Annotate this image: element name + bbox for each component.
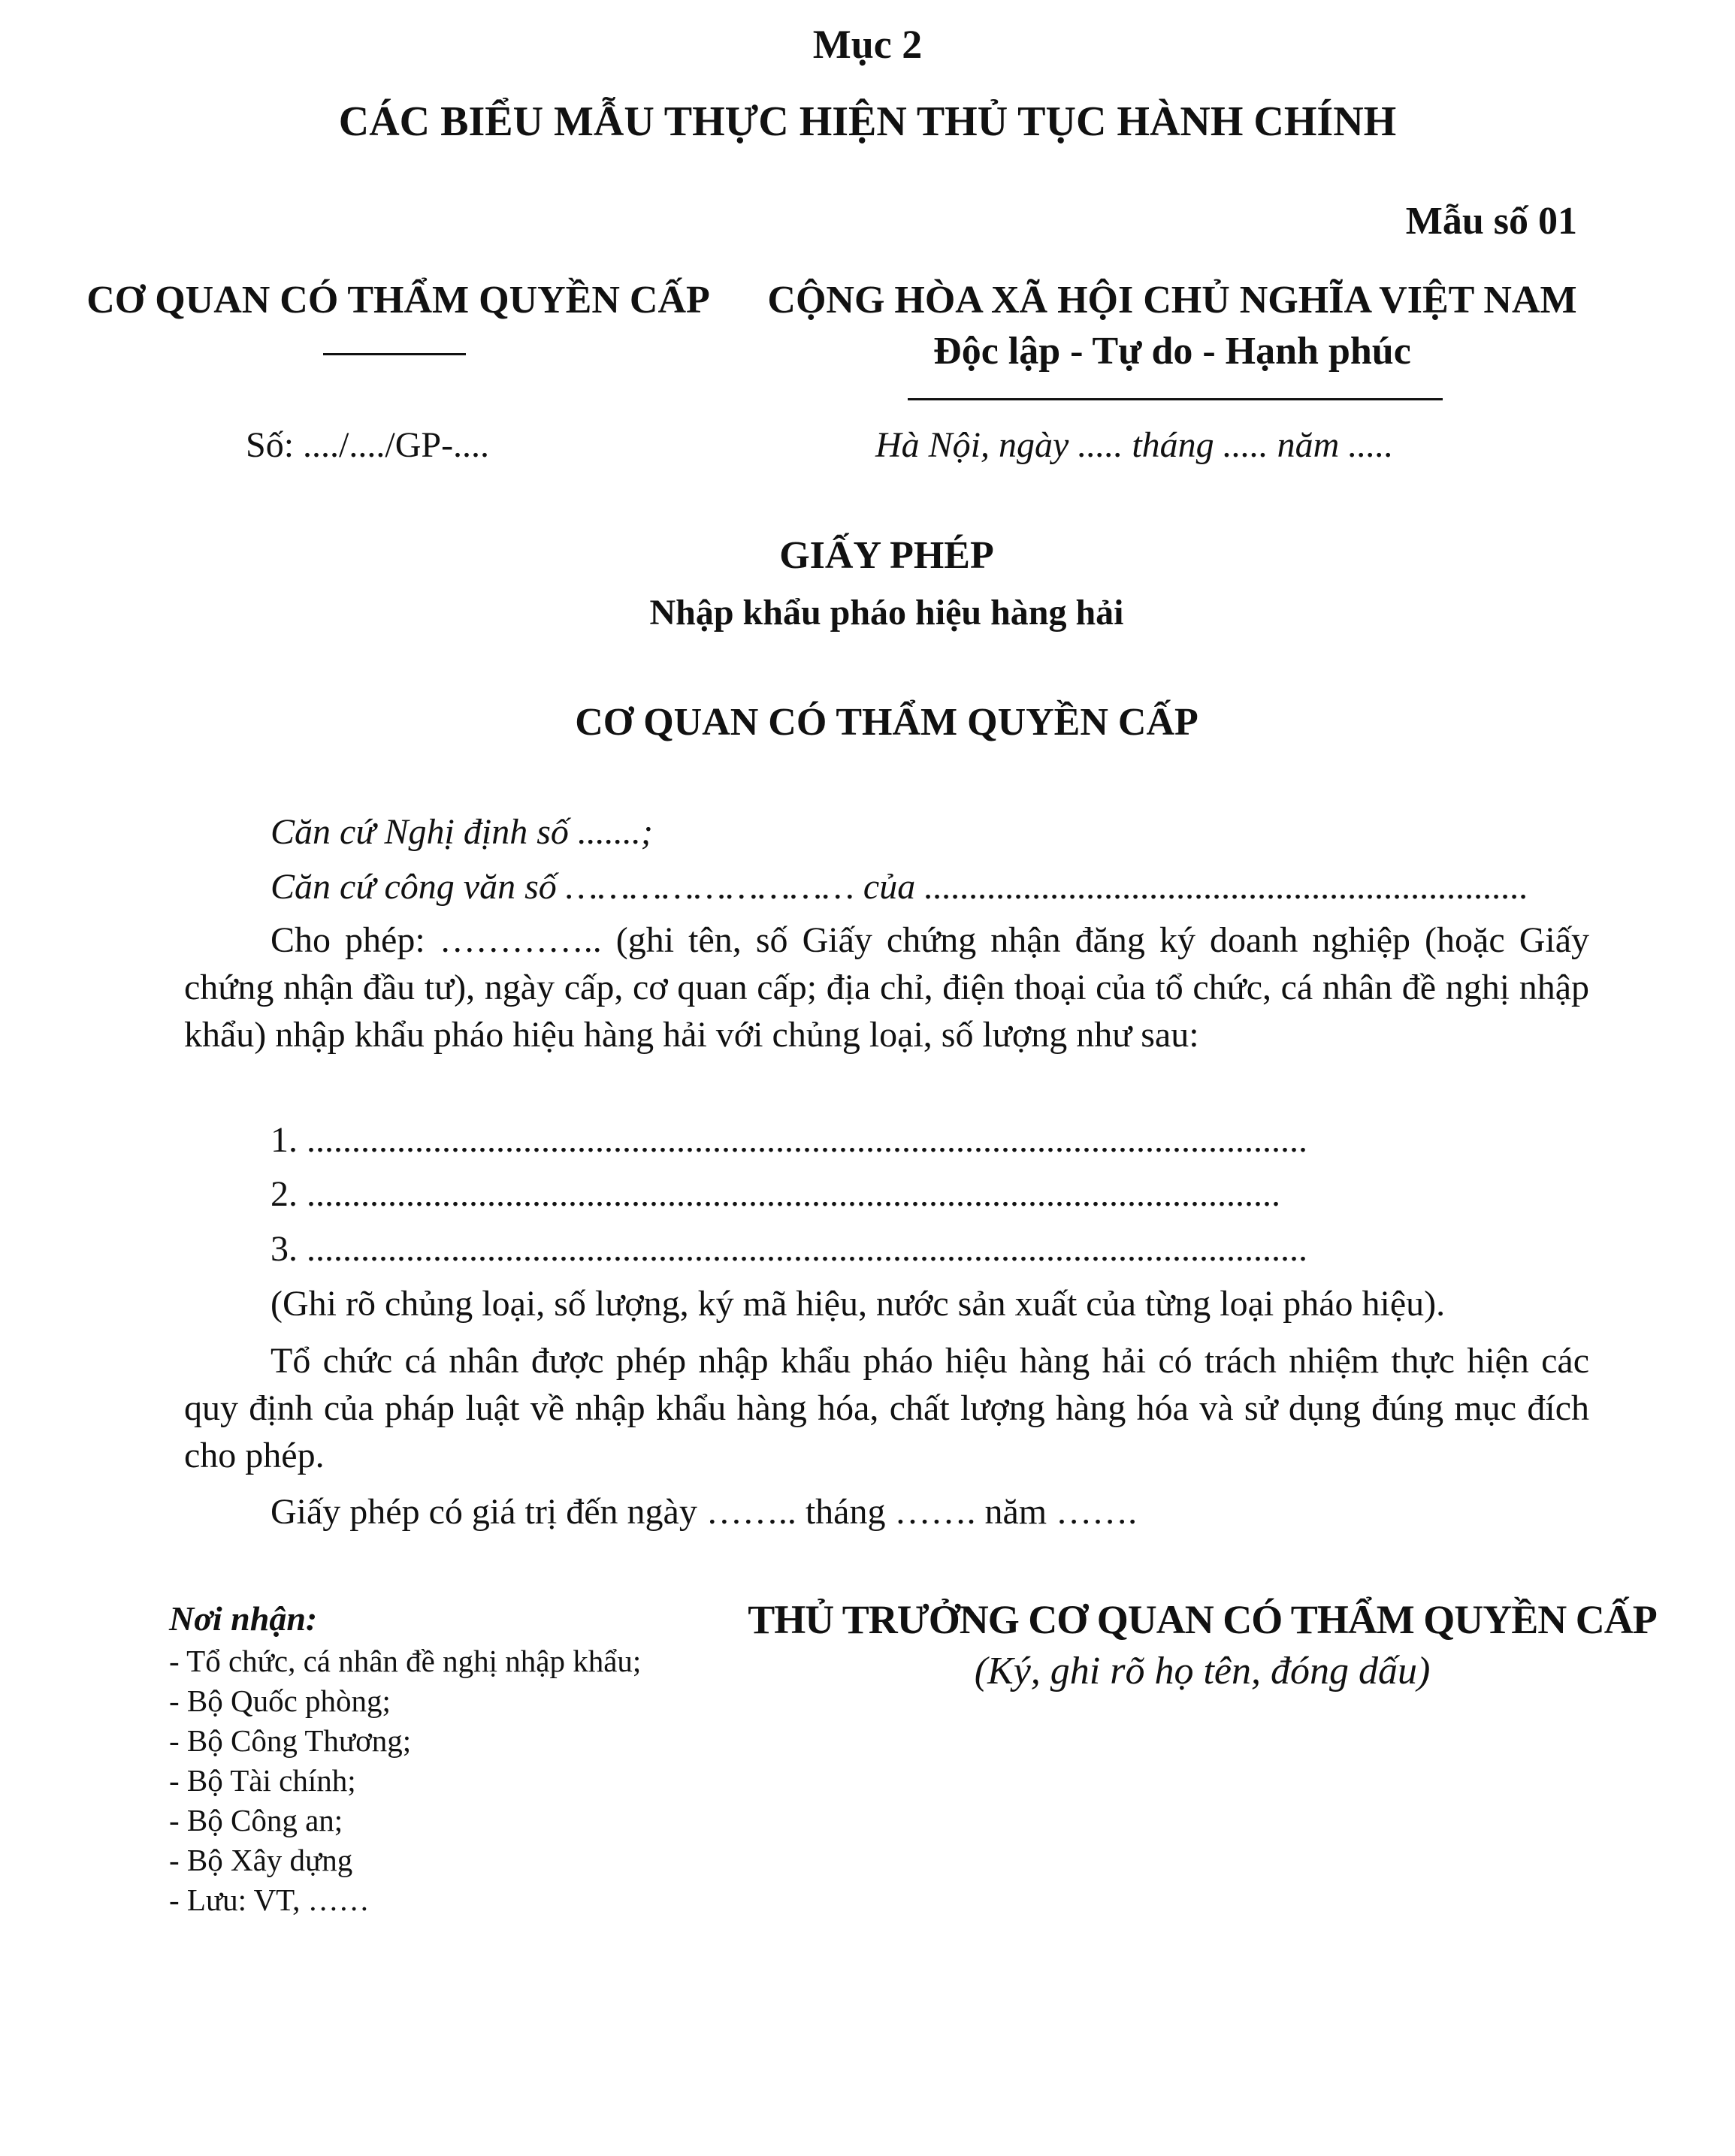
- items-note: (Ghi rõ chủng loại, số lượng, ký mã hiệu, nước sản xuất của từng loại pháo hiệu).: [271, 1284, 1446, 1324]
- responsibility-paragraph: Tổ chức cá nhân được phép nhập khẩu pháo hiệu hàng hải có trách nhiệm thực hiện các quy định của pháp luật về nhập khẩu hàng hóa, chất lượng hàng hóa và sử dụng đúng mục đích cho phép.: [184, 1341, 1589, 1475]
- nation-name: CỘNG HÒA XÃ HỘI CHỦ NGHĨA VIỆT NAM: [767, 279, 1577, 322]
- validity-line: Giấy phép có giá trị đến ngày …….. tháng ……. năm …….: [271, 1492, 1138, 1532]
- recipient-item: - Tổ chức, cá nhân đề nghị nhập khẩu;: [169, 1644, 642, 1678]
- signature-title: THỦ TRƯỞNG CƠ QUAN CÓ THẨM QUYỀN CẤP: [748, 1597, 1657, 1642]
- main-title: CÁC BIỂU MẪU THỰC HIỆN THỦ TỤC HÀNH CHÍNH: [338, 98, 1397, 145]
- basis-letter: Căn cứ công văn số ……………………… của ...................................................................: [271, 867, 1529, 907]
- recipient-item: - Bộ Quốc phòng;: [169, 1683, 391, 1718]
- motto-underline: [908, 398, 1443, 400]
- national-motto: Độc lập - Tự do - Hạnh phúc: [933, 330, 1411, 373]
- agency-name: CƠ QUAN CÓ THẨM QUYỀN CẤP: [86, 279, 710, 322]
- place-date: Hà Nội, ngày ..... tháng ..... năm .....: [875, 425, 1394, 465]
- recipient-item: - Bộ Xây dựng: [169, 1843, 353, 1877]
- signature-note: (Ký, ghi rõ họ tên, đóng dấu): [974, 1650, 1431, 1692]
- item-line-3: 3. ...............................................................................................................: [271, 1229, 1307, 1269]
- recipients-list: [169, 1641, 641, 1920]
- recipients-title: Nơi nhận:: [169, 1599, 318, 1638]
- recipient-item: - Bộ Công an;: [169, 1803, 343, 1837]
- recipient-item: - Bộ Công Thương;: [169, 1723, 412, 1758]
- recipient-item: - Lưu: VT, ……: [169, 1883, 370, 1917]
- basis-decree: Căn cứ Nghị định số .......;: [271, 812, 653, 852]
- document-number: Số: ..../..../GP-....: [246, 425, 490, 465]
- recipient-item: - Bộ Tài chính;: [169, 1763, 356, 1798]
- agency-underline: [323, 353, 466, 355]
- section-heading: Mục 2: [812, 22, 923, 67]
- item-line-1: 1. ...............................................................................................................: [271, 1120, 1307, 1160]
- item-line-2: 2. ............................................................................................................: [271, 1174, 1280, 1214]
- document-title: GIẤY PHÉP: [779, 534, 994, 577]
- issuer-heading: CƠ QUAN CÓ THẨM QUYỀN CẤP: [575, 701, 1198, 744]
- document-subtitle: Nhập khẩu pháo hiệu hàng hải: [649, 593, 1124, 633]
- form-number: Mẫu số 01: [1405, 200, 1577, 243]
- permit-paragraph: Cho phép: ………….. (ghi tên, số Giấy chứng nhận đăng ký doanh nghiệp (hoặc Giấy chứng nhận đầu tư), ngày cấp, cơ quan cấp; địa chỉ, điện thoại của tổ chức, cá nhân đề nghị nhập khẩu) nhập khẩu pháo hiệu hàng hải với chủng loại, số lượng như sau:: [184, 920, 1589, 1055]
